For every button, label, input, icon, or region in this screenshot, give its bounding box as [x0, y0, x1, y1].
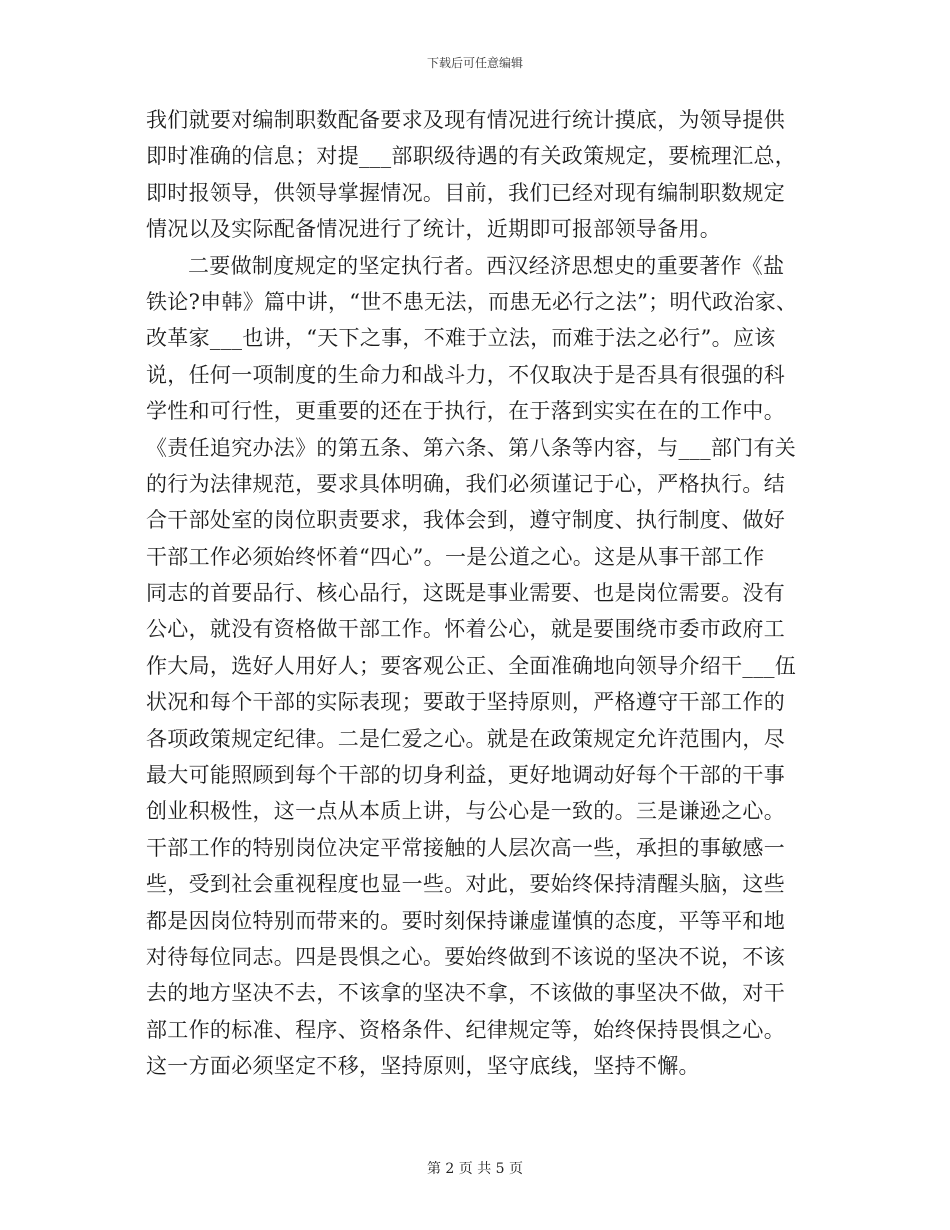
text-line: 创业积极性，这一点从本质上讲，与公心是一致的。三是谦逊之心。 — [146, 799, 785, 824]
text-line: 公心，就没有资格做干部工作。怀着公心，就是要围绕市委市政府工 — [146, 617, 785, 642]
text-line: 去的地方坚决不去，不该拿的坚决不拿，不该做的事坚决不做，对干 — [146, 981, 785, 1006]
text-line: 铁论?申韩》篇中讲，“世不患无法，而患无必行之法”；明代政治家、 — [146, 289, 798, 314]
text-line: 各项政策规定纪律。二是仁爱之心。就是在政策规定允许范围内，尽 — [146, 726, 785, 751]
text-line: 这一方面必须坚定不移，坚持原则，坚守底线，坚持不懈。 — [146, 1054, 700, 1079]
text-line: 学性和可行性，更重要的还在于执行，在于落到实实在在的工作中。 — [146, 399, 785, 424]
text-line: 我们就要对编制职数配备要求及现有情况进行统计摸底，为领导提供 — [146, 108, 785, 132]
text-line: 说，任何一项制度的生命力和战斗力，不仅取决于是否具有很强的科 — [146, 362, 785, 387]
paragraph-first-line: 二要做制度规定的坚定执行者。西汉经济思想史的重要著作《盐 — [188, 253, 785, 278]
text-line: 对待每位同志。四是畏惧之心。要始终做到不该说的坚决不说，不该 — [146, 944, 785, 969]
text-line: 的行为法律规范，要求具体明确，我们必须谨记于心，严格执行。结 — [146, 471, 785, 496]
text-line: 些，受到社会重视程度也显一些。对此，要始终保持清醒头脑，这些 — [146, 872, 785, 897]
text-line: 情况以及实际配备情况进行了统计，近期即可报部领导备用。 — [146, 217, 722, 242]
text-line: 即时报领导，供领导掌握情况。目前，我们已经对现有编制职数规定 — [146, 180, 785, 205]
text-line: 都是因岗位特别而带来的。要时刻保持谦虚谨慎的态度，平等平和地 — [146, 908, 785, 933]
text-line: 部工作的标准、程序、资格条件、纪律规定等，始终保持畏惧之心。 — [146, 1017, 785, 1042]
text-line: 状况和每个干部的实际表现；要敢于坚持原则，严格遵守干部工作的 — [146, 690, 785, 715]
text-line: 改革家___也讲，“天下之事，不难于立法，而难于法之必行”。应该 — [146, 326, 776, 351]
text-line: 合干部处室的岗位职责要求，我体会到，遵守制度、执行制度、做好 — [146, 508, 785, 533]
text-line: 同志的首要品行、核心品行，这既是事业需要、也是岗位需要。没有 — [146, 581, 785, 606]
document-body — [146, 102, 806, 1085]
page-number: 第 2 页 共 5 页 — [426, 1161, 524, 1177]
page-header: 下载后可任意编辑 — [426, 56, 523, 70]
text-line: 干部工作的特别岗位决定平常接触的人层次高一些，承担的事敏感一 — [146, 835, 785, 860]
text-line: 《责任追究办法》的第五条、第六条、第八条等内容，与___部门有关 — [146, 435, 797, 460]
text-line: 最大可能照顾到每个干部的切身利益，更好地调动好每个干部的干事 — [146, 763, 785, 788]
text-line: 干部工作必须始终怀着“四心”。一是公道之心。这是从事干部工作 — [146, 544, 765, 569]
text-line: 即时准确的信息；对提___部职级待遇的有关政策规定，要梳理汇总， — [146, 144, 797, 169]
text-line: 作大局，选好人用好人；要客观公正、全面准确地向领导介绍干___伍 — [146, 653, 797, 678]
